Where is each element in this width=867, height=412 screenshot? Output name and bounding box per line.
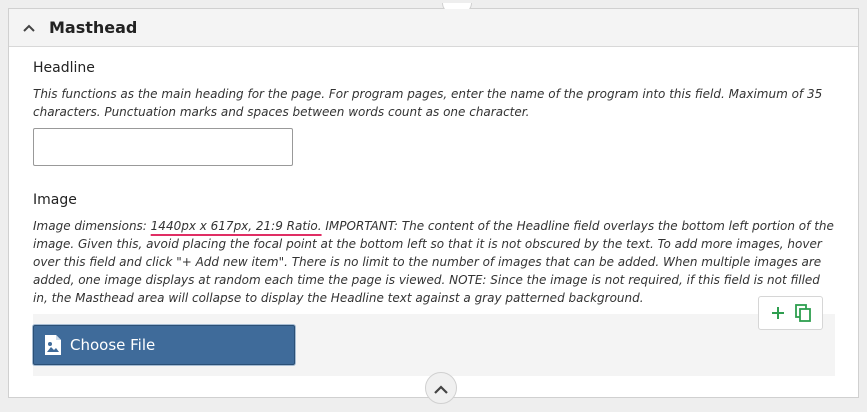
item-actions	[758, 296, 823, 330]
image-description	[33, 217, 838, 307]
image-description-prefix: Image dimensions:	[33, 219, 151, 233]
image-dimensions-highlight: 1440px x 617px, 21:9 Ratio.	[150, 219, 322, 233]
choose-file-button[interactable]	[33, 325, 295, 365]
image-description-rest: IMPORTANT: The content of the Headline field overlays the bottom left portion of the image. Given this, avoid placing the focal point at the bottom left so that it is not obscured by the text. To add more images, hover over this field and click "+ Add new item". There is no limit to the number of images that can be added. When multiple images are added, one image displays at random each time the page is viewed. NOTE: Since the image is not required, if this field is not filled in, the Masthead area will collapse to display the Headline text against a gray patterned background.	[33, 219, 834, 305]
headline-label: Headline	[33, 60, 95, 76]
file-image-icon	[44, 334, 62, 356]
image-label: Image	[33, 192, 77, 208]
chevron-up-icon[interactable]	[22, 21, 36, 35]
headline-input[interactable]	[33, 128, 293, 166]
headline-description: This functions as the main heading for the page. For program pages, enter the name of the program into this field. Maximum of 35 characters. Punctuation marks and spaces between words count as one character.	[33, 87, 823, 119]
choose-file-label: Choose File	[70, 336, 156, 354]
chevron-up-icon	[434, 379, 448, 398]
section-title: Masthead	[49, 18, 138, 37]
collapse-toggle-button[interactable]	[425, 372, 457, 404]
image-upload-area	[33, 314, 835, 376]
copy-icon[interactable]	[792, 302, 814, 324]
plus-icon[interactable]	[767, 302, 789, 324]
section-header[interactable]	[9, 9, 858, 47]
masthead-panel	[8, 8, 859, 398]
